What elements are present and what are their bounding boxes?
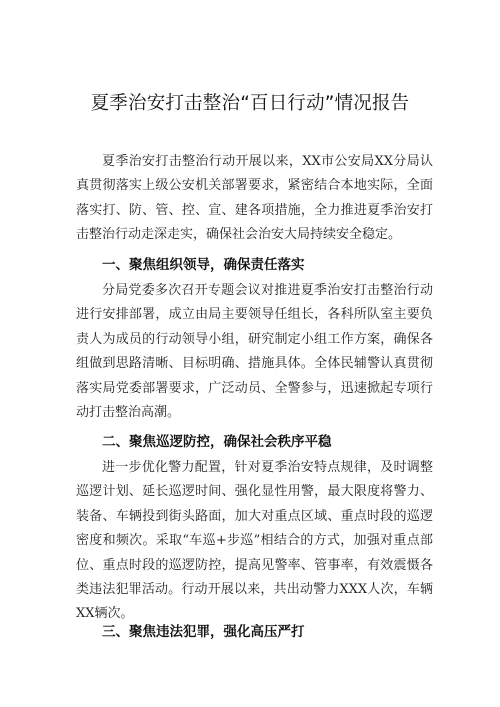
section-1-heading: 一、聚焦组织领导，确保责任落实 xyxy=(102,257,305,273)
intro-paragraph: 夏季治安打击整治行动开展以来，XX市公安局XX分局认真贯彻落实上级公安机关部署要求，紧密结合本地实际，全面落实打、防、管、控、宣、建各项措施，全力推进夏季治安打击整治行动走深走实，确保社会治安大局持续安全稳定。 xyxy=(76,154,433,243)
document-title: 夏季治安打击整治“百日行动”情况报告 xyxy=(90,93,410,114)
section-2-paragraph: 进一步优化警力配置，针对夏季治安特点规律，及时调整巡逻计划、延长巡逻时间、强化显性用警，最大限度将警力、装备、车辆投到街头路面，加大对重点区域、重点时段的巡逻密度和频次。采取“车巡+步巡”相结合的方式，加强对重点部位、重点时段的巡逻防控，提高见警率、管事率，有效震慑各类违法犯罪活动。行动开展以来，共出动警力XXX人次，车辆XX辆次。 xyxy=(76,460,433,622)
section-3-heading: 三、聚焦违法犯罪，强化高压严打 xyxy=(102,624,305,640)
section-2-heading: 二、聚焦巡逻防控，确保社会秩序平稳 xyxy=(102,434,332,450)
section-1-paragraph: 分局党委多次召开专题会议对推进夏季治安打击整治行动进行安排部署，成立由局主要领导任组长，各科所队室主要负责人为成员的行动领导小组，研究制定小组工作方案，确保各组做到思路清晰、目标明确、措施具体。全体民辅警认真贯彻落实局党委部署要求，广泛动员、全警参与，迅速掀起专项行动打击整治高潮。 xyxy=(76,283,433,421)
